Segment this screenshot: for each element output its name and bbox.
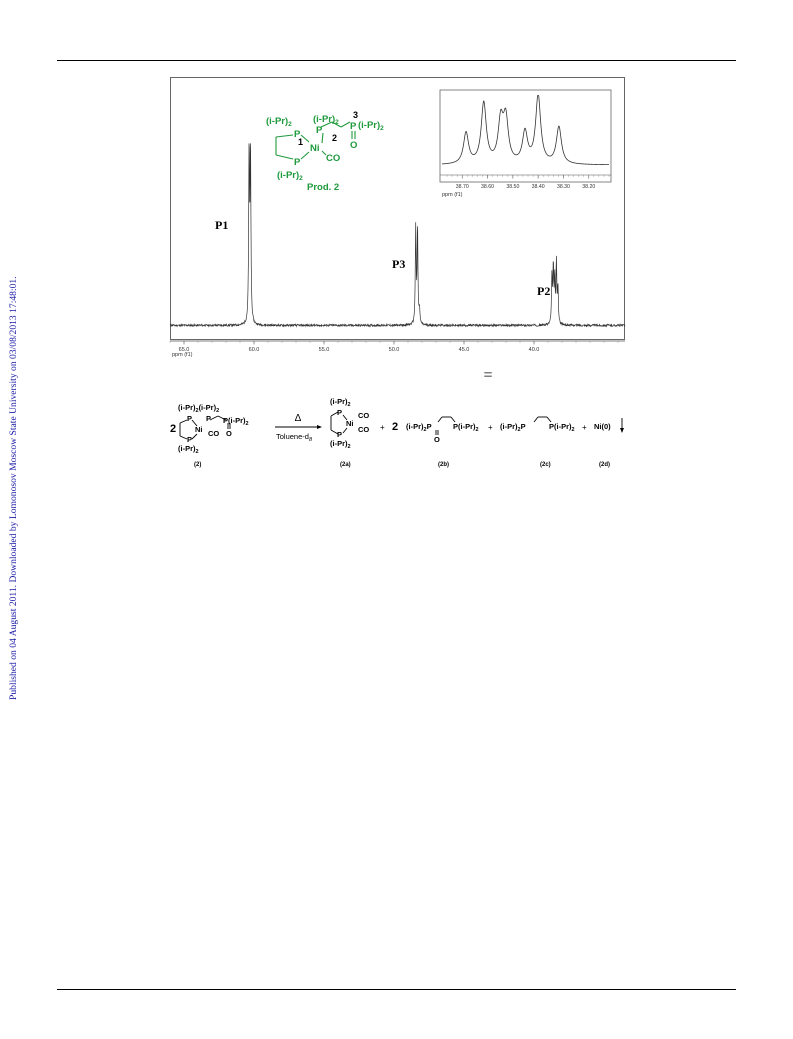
c2-pipr: P(i-Pr)	[223, 416, 246, 425]
struct-num2: 2	[332, 133, 338, 143]
struct-ipr2-upper-mid: (i-Pr)	[313, 114, 336, 125]
compound-2b	[406, 417, 479, 468]
c2b-sub: 2	[423, 427, 427, 433]
peak-label-p3: P3	[392, 257, 406, 271]
struct-ipr2-upper-left: (i-Pr)	[266, 116, 289, 127]
struct-num1: 1	[298, 137, 304, 147]
main-x-tick-label: 55.0	[318, 347, 330, 353]
c2b-sub: 2	[475, 427, 479, 433]
scheme-coef-2: 2	[170, 423, 177, 435]
main-x-tick-label: 40.0	[528, 347, 540, 353]
struct-caption: Prod. 2	[307, 182, 340, 193]
main-x-tick-label: 45.0	[458, 347, 470, 353]
label-2c: (2c)	[540, 462, 551, 468]
top-rule	[57, 60, 736, 61]
reaction-arrow	[275, 413, 322, 443]
c2-p: P	[187, 435, 193, 444]
main-x-tick-label: 60.0	[248, 347, 260, 353]
c2a-p: P	[337, 408, 343, 417]
struct-p-atom: P	[316, 125, 323, 136]
struct-ni: Ni	[310, 143, 320, 154]
svg-text:P(i-Pr)2	[453, 422, 479, 433]
struct-ipr2-lower: (i-Pr)	[277, 170, 300, 181]
c2b-pipr: P(i-Pr)	[453, 422, 476, 431]
c2-sub: 2	[216, 408, 220, 414]
label-2: (2)	[194, 462, 202, 468]
c2-co: CO	[208, 429, 220, 438]
inset-x-tick-label: 38.60	[481, 184, 495, 190]
scheme-coef-2b: 2	[392, 421, 399, 433]
peak-label-p1: P1	[215, 218, 229, 232]
c2-ni: Ni	[195, 425, 203, 434]
main-x-tick-label: 50.0	[388, 347, 400, 353]
plus-2: +	[488, 423, 493, 432]
c2-o: O	[226, 429, 232, 438]
c2d-ni0: Ni(0)	[594, 422, 611, 431]
prod2-structure	[266, 110, 384, 193]
compound-2a	[330, 397, 369, 468]
c2a-ni: Ni	[346, 419, 354, 428]
c2a-sub: 2	[347, 402, 351, 408]
inset-x-tick-label: 38.30	[556, 184, 570, 190]
label-2d: (2d)	[599, 462, 610, 468]
struct-p-atom: P	[350, 121, 357, 132]
c2-p: P	[206, 414, 212, 423]
struct-o: O	[350, 140, 358, 151]
struct-sub2: 2	[380, 125, 384, 132]
compound-2d	[594, 418, 624, 468]
c2a-sub: 2	[347, 444, 351, 450]
compound-2	[178, 403, 249, 468]
c2-sub: 2	[195, 449, 199, 455]
struct-ipr2-right: (i-Pr)	[358, 120, 381, 131]
compound-2c	[500, 417, 575, 468]
c2-sub: 2	[245, 421, 249, 427]
c2c-pipr: P(i-Pr)	[549, 422, 572, 431]
plus-1: +	[380, 423, 385, 432]
equals-sign: =	[483, 367, 493, 384]
svg-text:(i-Pr)2	[277, 170, 303, 182]
c2a-ipr: (i-Pr)	[330, 439, 348, 448]
struct-sub2: 2	[335, 119, 339, 126]
inset-spectrum	[440, 90, 611, 198]
arrow-solvent-sub: 8	[308, 437, 313, 443]
main-x-ticks	[170, 341, 618, 353]
svg-text:Toluene-d8	[276, 432, 313, 443]
c2c-ipr: (i-Pr)	[500, 422, 518, 431]
c2c-sub: 2	[571, 427, 575, 433]
inset-x-tick-label: 38.70	[455, 184, 469, 190]
nmr-spectrum-figure	[170, 77, 625, 384]
c2a-co: CO	[358, 425, 370, 434]
svg-text:(i-Pr)2	[266, 116, 292, 128]
svg-text:(i-Pr)2	[330, 439, 351, 450]
inset-x-tick-label: 38.40	[531, 184, 545, 190]
c2b-o: O	[434, 435, 440, 444]
struct-p-atom: P	[294, 129, 301, 140]
c2a-co: CO	[358, 411, 370, 420]
main-axis-unit: ppm (f1)	[172, 352, 193, 358]
svg-text:(i-Pr)2	[358, 120, 384, 132]
svg-text:P(i-Pr)2	[223, 416, 249, 427]
svg-text:(i-Pr)2(i-Pr)2	[178, 403, 219, 414]
svg-text:(i-Pr)2P	[500, 422, 526, 433]
peak-label-p2: P2	[537, 284, 551, 298]
svg-text:(i-Pr)2P	[406, 422, 432, 433]
struct-sub2: 2	[299, 175, 303, 182]
c2-sub: 2	[195, 408, 199, 414]
svg-text:(i-Pr)2	[178, 444, 199, 455]
svg-text:(i-Pr)2	[330, 397, 351, 408]
inset-x-tick-label: 38.20	[582, 184, 596, 190]
main-x-tick-label: 65.0	[178, 347, 190, 353]
label-2a: (2a)	[340, 462, 351, 468]
c2-p: P	[187, 414, 193, 423]
c2-ipr: (i-Pr)	[178, 403, 196, 412]
inset-axis-unit: ppm (f1)	[442, 192, 463, 198]
precipitate-arrowhead	[620, 428, 624, 433]
publication-note-text: Published on 04 August 2011. Downloaded by Lomonosov Moscow State University on 03/08/2013 17:48:01.	[8, 276, 19, 700]
c2-ipr: (i-Pr)	[198, 403, 217, 412]
c2a-ipr: (i-Pr)	[330, 397, 348, 406]
c2-ipr: (i-Pr)	[178, 444, 196, 453]
c2b-p: P	[426, 422, 432, 431]
arrow-delta: Δ	[294, 413, 302, 424]
c2a-p: P	[337, 430, 343, 439]
publication-note	[4, 160, 22, 700]
struct-sub2: 2	[288, 121, 292, 128]
label-2b: (2b)	[438, 462, 449, 468]
svg-text:P(i-Pr)2	[549, 422, 575, 433]
c2c-p: P	[520, 422, 526, 431]
struct-num3: 3	[353, 110, 359, 120]
inset-x-tick-label: 38.50	[506, 184, 520, 190]
arrow-solvent: Toluene-d	[276, 432, 309, 441]
struct-p-atom: P	[294, 157, 301, 168]
bottom-rule	[57, 989, 736, 990]
struct-co: CO	[326, 153, 341, 164]
plus-3: +	[582, 423, 587, 432]
c2b-ipr: (i-Pr)	[406, 422, 424, 431]
reaction-scheme	[170, 390, 625, 480]
inset-frame	[440, 90, 611, 182]
c2c-sub: 2	[517, 427, 521, 433]
